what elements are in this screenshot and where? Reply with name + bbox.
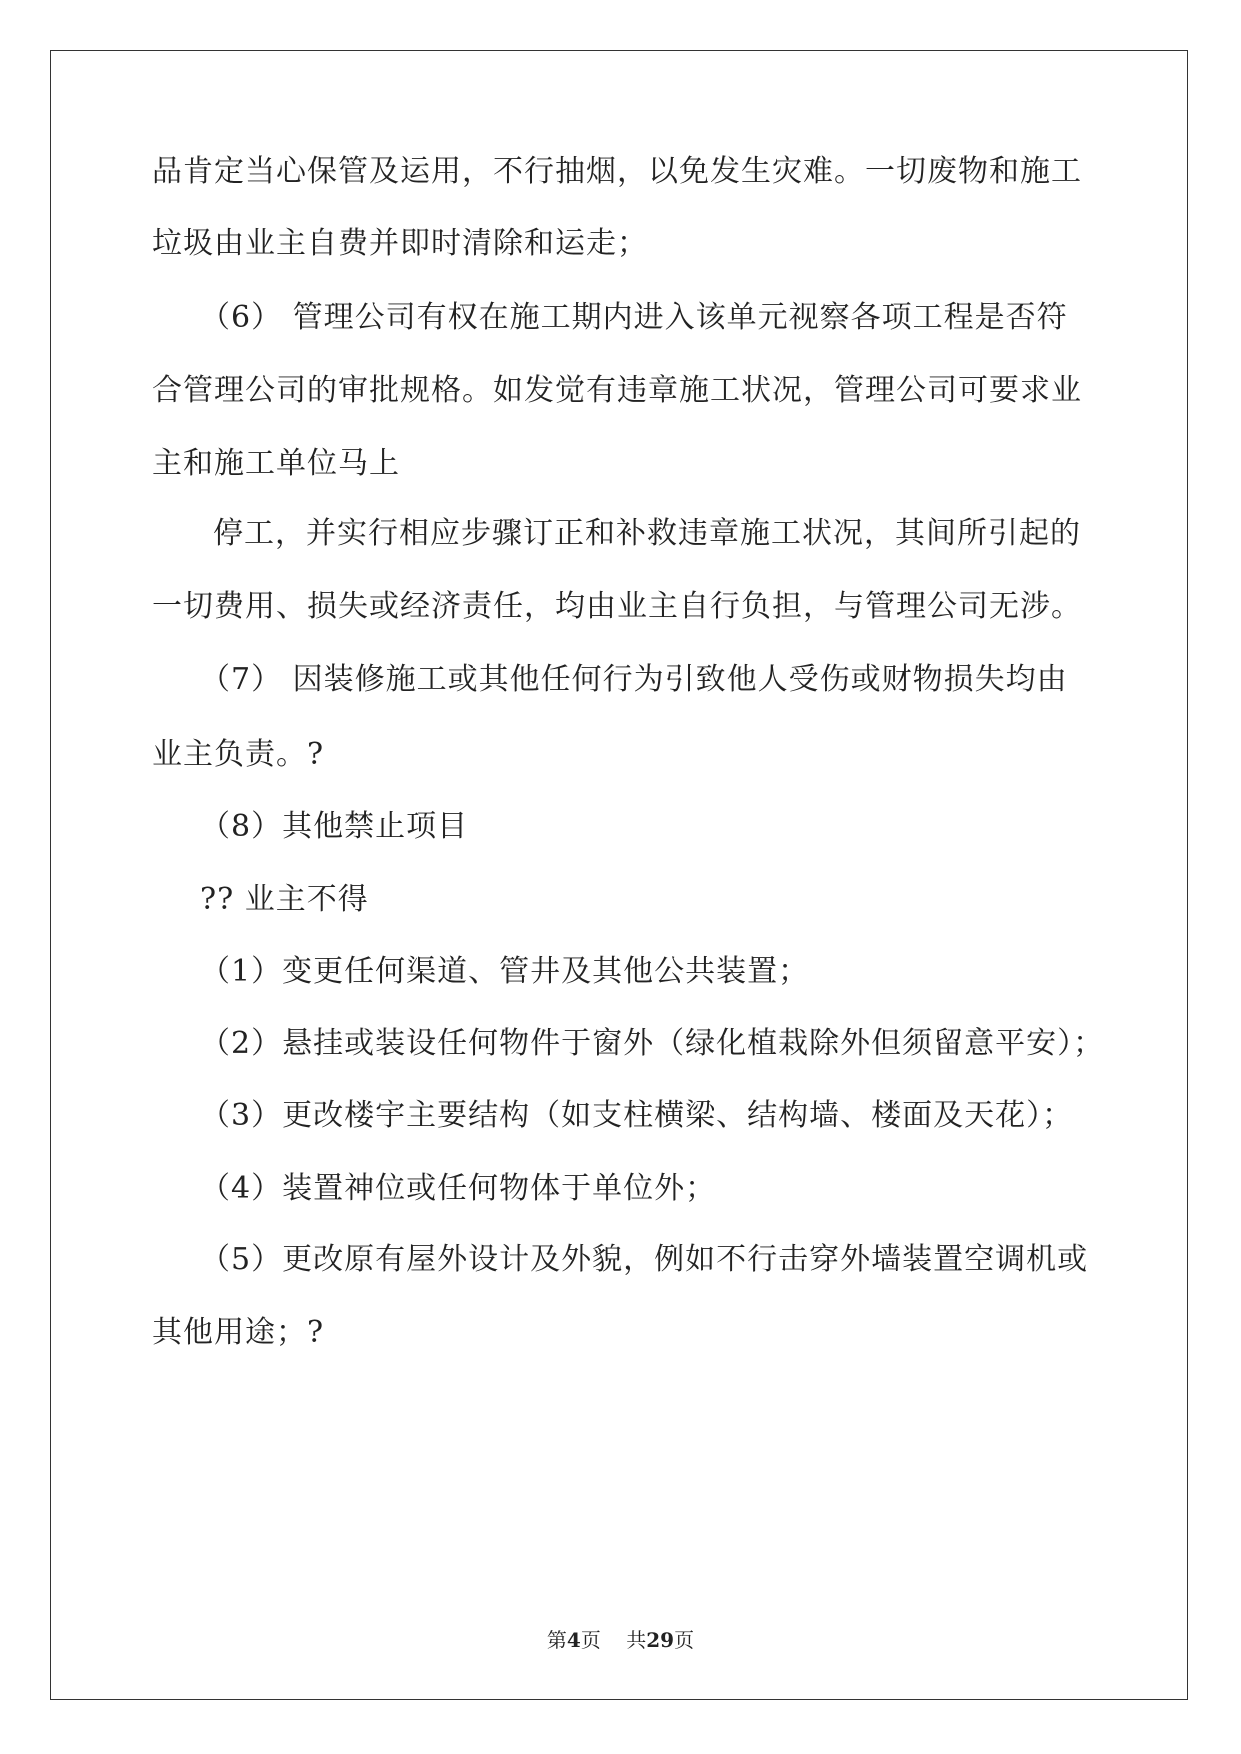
text-line: 主和施工单位马上: [152, 446, 400, 481]
text-line: 停工，并实行相应步骤订正和补救违章施工状况，其间所引起的: [213, 516, 1081, 551]
page-footer: [0, 1628, 1241, 1652]
footer-page-suffix: 页: [580, 1628, 601, 1652]
footer-prefix: 第: [546, 1628, 567, 1652]
text-line: 其他用途；?: [152, 1315, 325, 1350]
footer-total-prefix: 共: [626, 1628, 647, 1652]
text-line: 合管理公司的审批规格。如发觉有违章施工状况，管理公司可要求业: [152, 373, 1082, 408]
text-line: 一切费用、损失或经济责任，均由业主自行负担，与管理公司无涉。: [152, 589, 1082, 624]
text-line: ?? 业主不得: [200, 882, 369, 917]
text-line: 品肯定当心保管及运用，不行抽烟，以免发生灾难。一切废物和施工: [152, 154, 1082, 189]
text-line: 垃圾由业主自费并即时清除和运走；: [152, 226, 648, 261]
text-line: （1）变更任何渠道、管井及其他公共装置；: [200, 954, 810, 989]
text-line: （2）悬挂或装设任何物件于窗外（绿化植栽除外但须留意平安）；: [200, 1026, 1105, 1061]
footer-page-number: 4: [566, 1628, 581, 1652]
text-line: （3）更改楼宇主要结构（如支柱横梁、结构墙、楼面及天花）；: [200, 1098, 1074, 1133]
text-line: （8）其他禁止项目: [200, 809, 469, 844]
text-line: 业主负责。?: [152, 737, 325, 772]
footer-total-pages: 29: [646, 1628, 675, 1652]
text-line: （5）更改原有屋外设计及外貌，例如不行击穿外墙装置空调机或: [200, 1242, 1089, 1277]
text-line: （7） 因装修施工或其他任何行为引致他人受伤或财物损失均由: [200, 662, 1068, 697]
text-line: （6） 管理公司有权在施工期内进入该单元视察各项工程是否符: [200, 300, 1068, 335]
text-line: （4）装置神位或任何物体于单位外；: [200, 1171, 717, 1206]
footer-total-suffix: 页: [674, 1628, 695, 1652]
